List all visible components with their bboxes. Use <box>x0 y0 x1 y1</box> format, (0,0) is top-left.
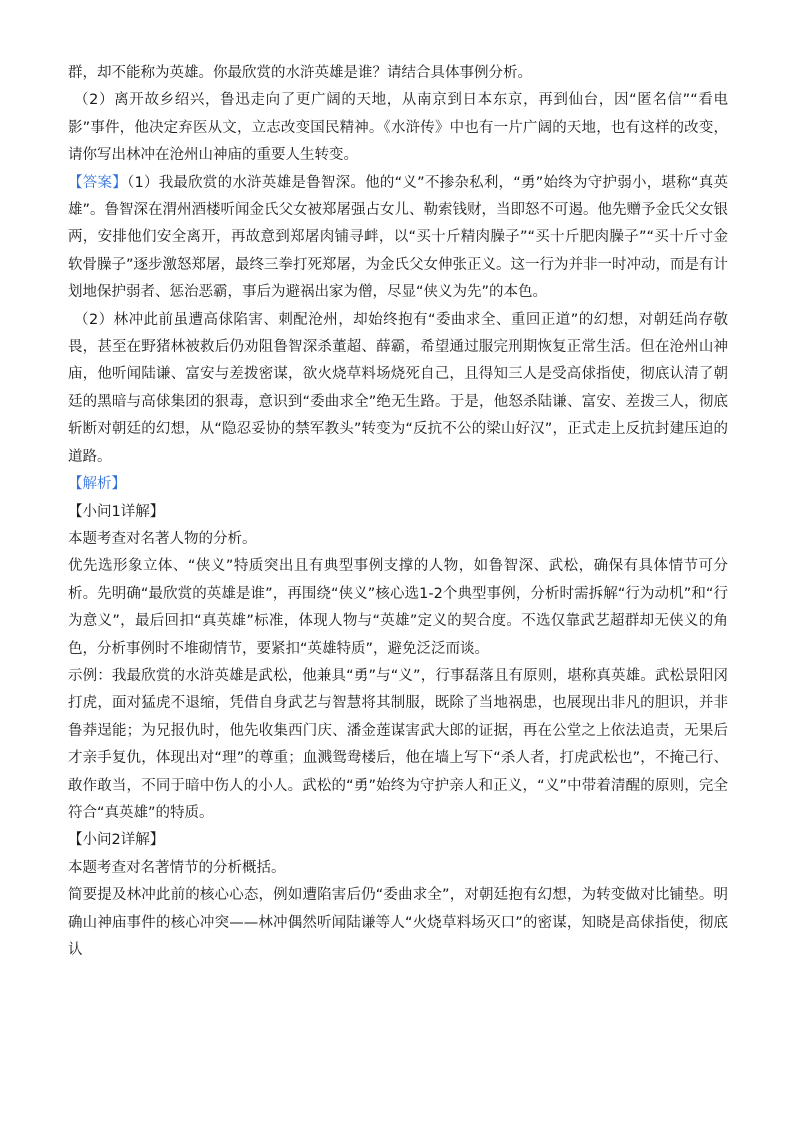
sub-question-1-heading: 【小问1详解】 <box>68 503 165 520</box>
document-body <box>68 60 728 964</box>
answer-2: （2）林冲此前虽遭高俅陷害、刺配沧州，却始终抱有“委曲求全、重回正道”的幻想，对朝廷尚存敬畏，甚至在野猪林被救后仍劝阻鲁智深杀董超、薛霸，希望通过服完刑期恢复正常生活。但在沧州山神庙，他听闻陆谦、富安与差拨密谋，欲火烧草料场烧死自己，且得知三人是受高俅指使，彻底认清了朝廷的黑暗与高俅集团的狠毒，意识到“委曲求全”绝无生路。于是，他怒杀陆谦、富安、差拨三人，彻底斩断对朝廷的幻想，从“隐忍妥协的禁军教头”转变为“反抗不公的梁山好汉”，正式走上反抗封建压迫的道路。 <box>68 311 728 465</box>
analysis-tag: 【解析】 <box>68 476 126 493</box>
sub-question-2-method: 简要提及林冲此前的核心心态，例如遭陷害后仍“委曲求全”，对朝廷抱有幻想，为转变做对比铺垫。明确山神庙事件的核心冲突——林冲偶然听闻陆谦等人“火烧草料场灭口”的密谋，知晓是高俅指使，彻底认 <box>68 887 728 958</box>
question-2: （2）离开故乡绍兴，鲁迅走向了更广阔的天地，从南京到日本东京，再到仙台，因“匿名信”“看电影”事件，他决定弃医从文，立志改变国民精神。《水浒传》中也有一片广阔的天地，也有这样的改变，请你写出林冲在沧州山神庙的重要人生转变。 <box>68 92 728 164</box>
sub-question-1-example: 示例：我最欣赏的水浒英雄是武松，他兼具“勇”与“义”，行事磊落且有原则，堪称真英雄。武松景阳冈打虎，面对猛虎不退缩，凭借自身武艺与智慧将其制服，既除了当地祸患，也展现出非凡的胆识，并非鲁莽逞能；为兄报仇时，他先收集西门庆、潘金莲谋害武大郎的证据，再在公堂之上依法追责，无果后才亲手复仇，体现出对“理”的尊重；血溅鸳鸯楼后，他在墙上写下“杀人者，打虎武松也”，不掩己行、敢作敢当，不同于暗中伤人的小人。武松的“勇”始终为守护亲人和正义，“义”中带着清醒的原则，完全符合“真英雄”的特质。 <box>68 667 728 821</box>
sub-question-2-topic: 本题考查对名著情节的分析概括。 <box>68 859 286 876</box>
sub-question-1-method: 优先选形象立体、“侠义”特质突出且有典型事例支撑的人物，如鲁智深、武松，确保有具体情节可分析。先明确“最欣赏的英雄是谁”，再围绕“侠义”核心选1-2个典型事例，分析时需拆解“行为动机”和“行为意义”，最后回扣“真英雄”标准，体现人物与“英雄”定义的契合度。不选仅靠武艺超群却无侠义的角色，分析事例时不堆砌情节，要紧扣“英雄特质”，避免泛泛而谈。 <box>68 558 728 657</box>
answer-1: 【答案】（1）我最欣赏的水浒英雄是鲁智深。他的“义”不掺杂私利，“勇”始终为守护弱小，堪称“真英雄”。鲁智深在渭州酒楼听闻金氏父女被郑屠强占女儿、勒索钱财，当即怒不可遏。他先赠予金氏父女银两，安排他们安全离开，再故意到郑屠肉铺寻衅，以“买十斤精肉臊子”“买十斤肥肉臊子”“买十斤寸金软骨臊子”逐步激怒郑屠，最终三拳打死郑屠，为金氏父女伸张正义。这一行为并非一时冲动，而是有计划地保护弱者、惩治恶霸，事后为避祸出家为僧，尽显“侠义为先”的本色。 <box>68 174 729 301</box>
answer-tag: 【答案】 <box>68 174 127 191</box>
sub-question-2-heading: 【小问2详解】 <box>68 832 165 849</box>
sub-question-1-topic: 本题考查对名著人物的分析。 <box>68 530 257 547</box>
analysis-heading <box>68 471 728 498</box>
question-continuation: 群，却不能称为英雄。你最欣赏的水浒英雄是谁？请结合具体事例分析。 <box>68 65 532 81</box>
